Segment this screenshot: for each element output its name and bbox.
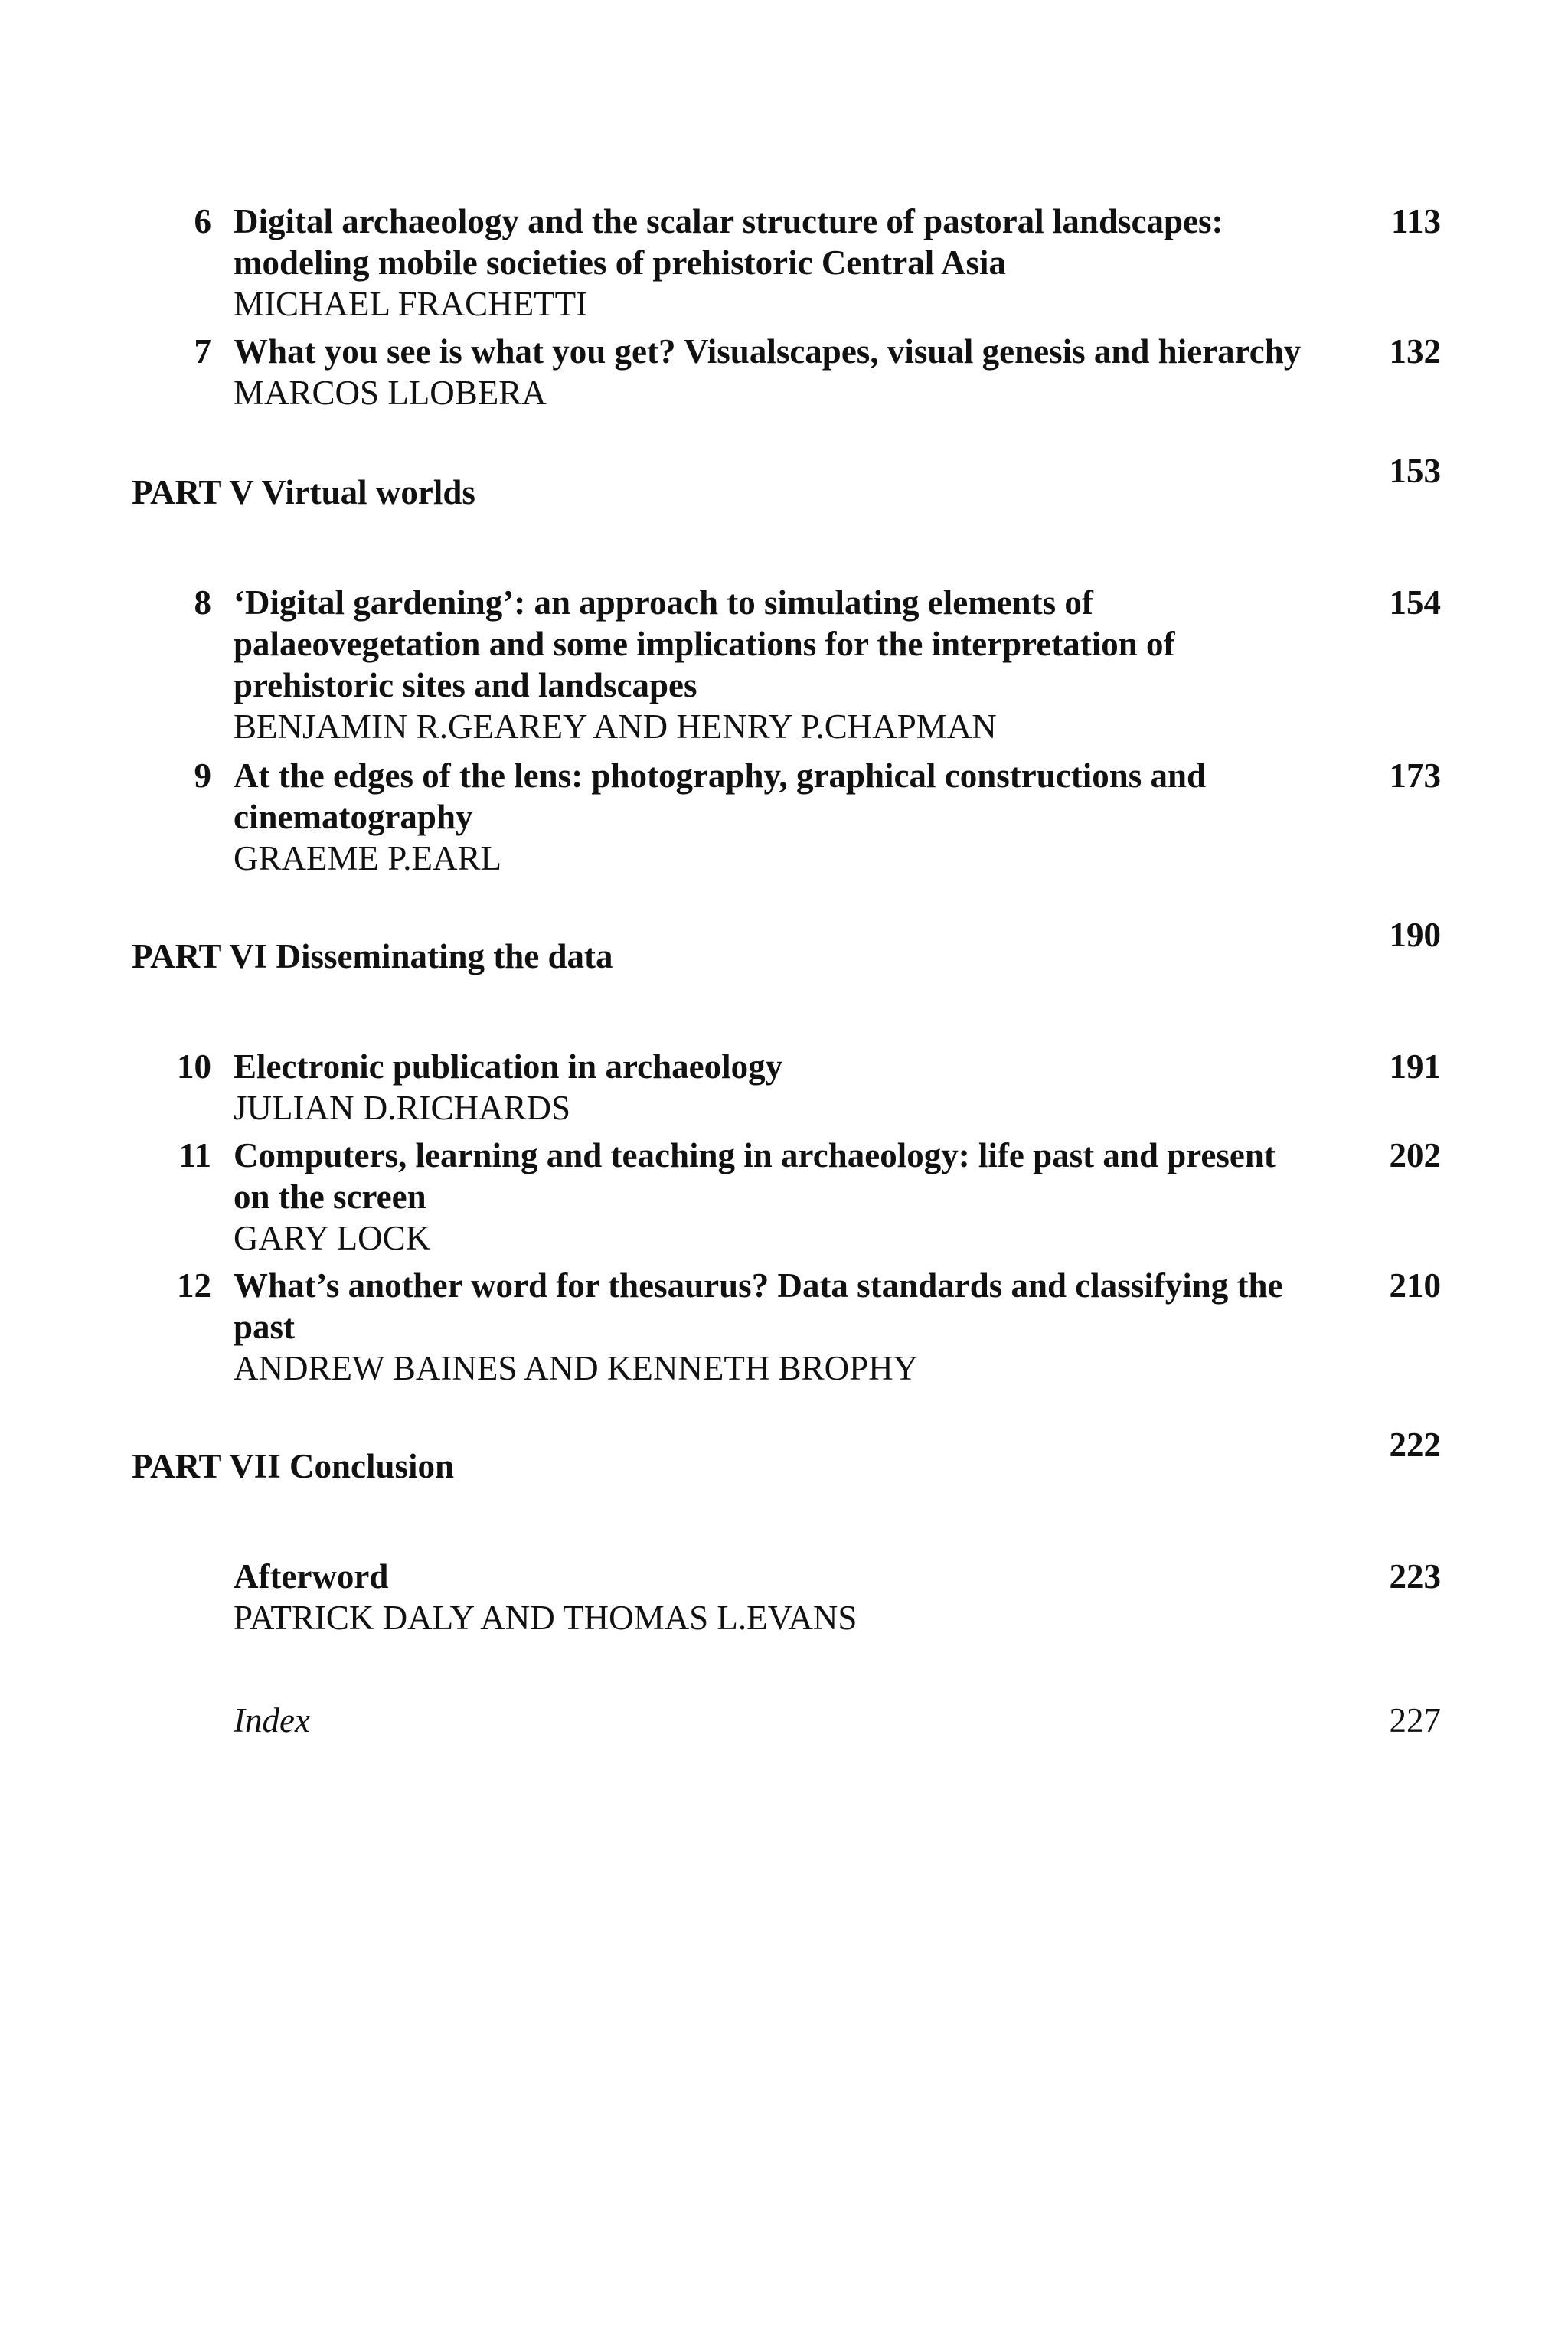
chapter-title-line: Digital archaeology and the scalar structure of pastoral landscapes: [234,202,1223,240]
chapter-title-line: past [234,1308,296,1346]
chapter-author: ANDREW BAINES AND KENNETH BROPHY [234,1349,919,1387]
afterword-title: Afterword [234,1557,389,1596]
page-number: 223 [1389,1557,1441,1596]
page-number: 153 [1389,452,1441,490]
chapter-title-line: on the screen [234,1178,426,1216]
chapter-number: 8 [194,583,211,622]
chapter-number: 10 [177,1047,211,1086]
chapter-title-line: Electronic publication in archaeology [234,1047,783,1086]
part-heading: PART VII Conclusion [132,1447,455,1485]
chapter-title-line: At the edges of the lens: photography, graphical constructions and [234,756,1207,795]
chapter-author: MICHAEL FRACHETTI [234,285,588,323]
page-number: 227 [1389,1701,1441,1740]
chapter-author: BENJAMIN R.GEAREY AND HENRY P.CHAPMAN [234,707,997,746]
chapter-number: 12 [177,1266,211,1305]
chapter-title-line: modeling mobile societies of prehistoric Central Asia [234,243,1007,282]
chapter-author: MARCOS LLOBERA [234,374,547,412]
chapter-title-line: ‘Digital gardening’: an approach to simulating elements of [234,583,1093,622]
chapter-author: JULIAN D.RICHARDS [234,1089,571,1127]
chapter-title-line: palaeovegetation and some implications for the interpretation of [234,625,1175,663]
afterword-author: PATRICK DALY AND THOMAS L.EVANS [234,1599,858,1637]
chapter-title-line: cinematography [234,798,473,836]
page-number: 190 [1389,916,1441,954]
page-number: 154 [1389,583,1441,622]
index-title: Index [234,1701,310,1740]
part-heading: PART VI Disseminating the data [132,937,613,975]
page-number: 210 [1389,1266,1441,1305]
page-number: 173 [1389,756,1441,795]
chapter-title-line: What you see is what you get? Visualscapes, visual genesis and hierarchy [234,332,1302,371]
page-number: 191 [1389,1047,1441,1086]
chapter-number: 6 [194,202,211,240]
page-number: 113 [1390,202,1441,240]
chapter-title-line: Computers, learning and teaching in archaeology: life past and present [234,1136,1276,1174]
chapter-number: 11 [178,1136,211,1174]
chapter-author: GRAEME P.EARL [234,839,502,877]
page-number: 222 [1389,1426,1441,1464]
page-number: 132 [1389,332,1441,371]
chapter-number: 7 [194,332,211,371]
page-number: 202 [1389,1136,1441,1174]
chapter-title-line: prehistoric sites and landscapes [234,666,697,704]
part-heading: PART V Virtual worlds [132,473,475,511]
chapter-author: GARY LOCK [234,1219,431,1257]
chapter-title-line: What’s another word for thesaurus? Data standards and classifying the [234,1266,1283,1305]
chapter-number: 9 [194,756,211,795]
